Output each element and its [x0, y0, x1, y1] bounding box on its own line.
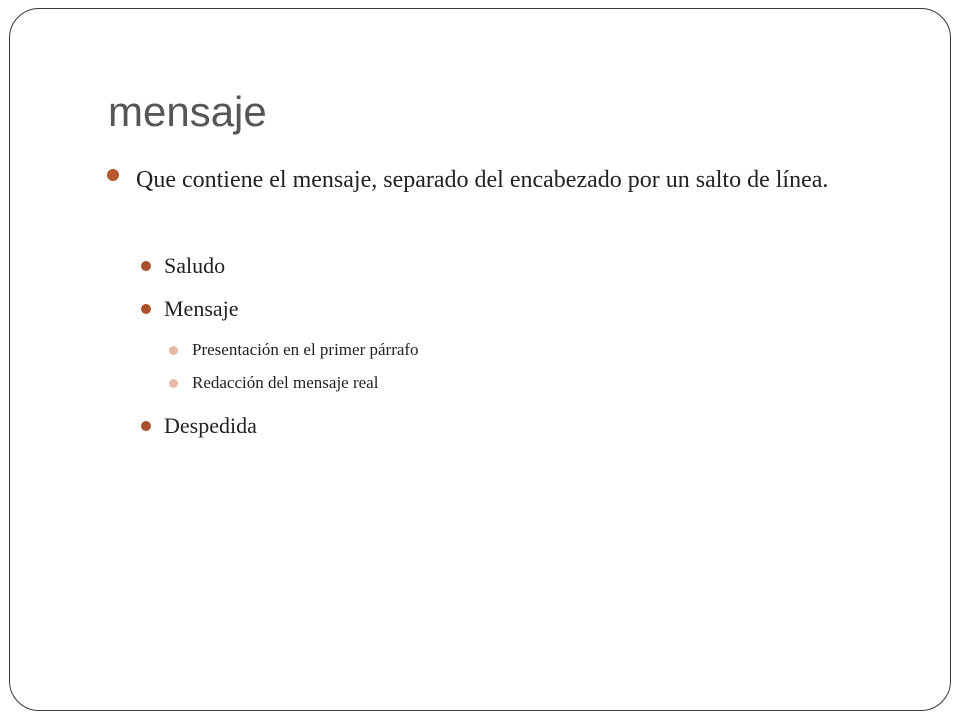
bullet-dot-icon: [169, 346, 178, 355]
bullet-despedida-text: Despedida: [164, 413, 257, 438]
bullet-redaccion-text: Redacción del mensaje real: [192, 373, 379, 392]
bullet-dot-icon: [169, 379, 178, 388]
bullet-main-text: Que contiene el mensaje, separado del encabezado por un salto de línea.: [136, 167, 829, 193]
bullet-dot-icon: [107, 169, 119, 181]
bullet-dot-icon: [141, 304, 151, 314]
bullet-dot-icon: [141, 261, 151, 271]
slide-title: mensaje: [108, 88, 267, 135]
bullet-dot-icon: [141, 421, 151, 431]
bullet-mensaje-text: Mensaje: [164, 296, 239, 321]
bullet-presentacion-text: Presentación en el primer párrafo: [192, 340, 419, 359]
bullet-saludo-text: Saludo: [164, 253, 226, 278]
